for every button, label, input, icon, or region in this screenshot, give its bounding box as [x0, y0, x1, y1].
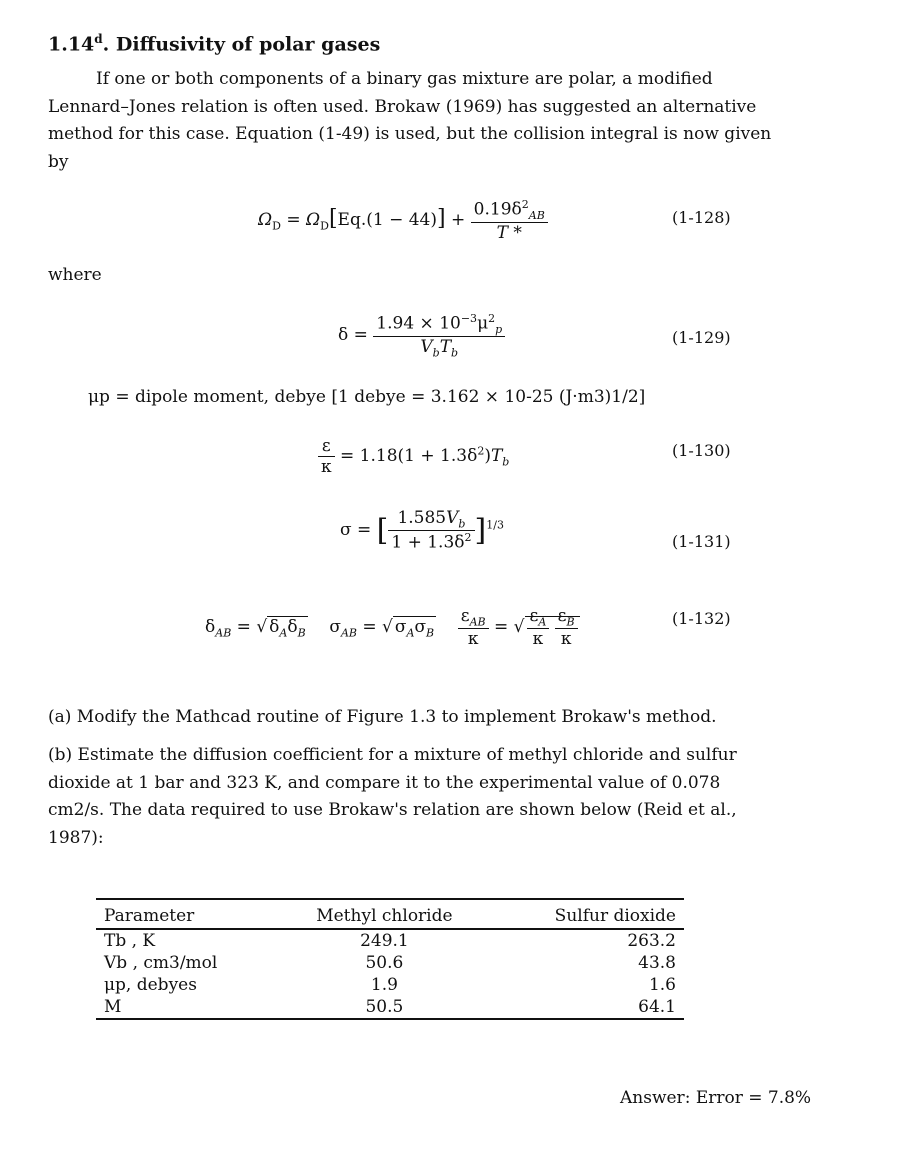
table-row: [96, 952, 684, 974]
methyl-cell: 50.5: [365, 997, 404, 1017]
methyl-cell: 249.1: [360, 931, 409, 951]
heading-number: 1.14: [48, 33, 95, 56]
part-a: (a) Modify the Mathcad routine of Figure 1.3 to implement Brokaw's method.: [48, 707, 717, 727]
header-methyl: Methyl chloride: [278, 900, 492, 929]
intro-paragraph: If one or both components of a binary gas mixture are polar, a modified Lennard–Jones relation is often used. Brokaw (1969) has suggested an alternative method for this case. Equation (1-49) is used, but the collision integral is now given by: [48, 69, 772, 172]
sulfur-cell: 64.1: [638, 997, 676, 1017]
header-parameter: Parameter: [96, 900, 278, 929]
eq-label-131: (1-131): [672, 532, 731, 551]
dipole-definition: μp = dipole moment, debye [1 debye = 3.162 × 10-25 (J·m3)1/2]: [88, 387, 646, 407]
sulfur-cell: 263.2: [627, 931, 676, 951]
heading-sup: d: [94, 32, 103, 46]
table-row: [96, 929, 684, 952]
param-cell: Tb , K: [104, 931, 156, 951]
methyl-cell: 50.6: [365, 953, 404, 973]
section-heading: [48, 32, 380, 55]
where-label: where: [48, 265, 102, 285]
eq-label-132: (1-132): [672, 609, 731, 628]
sulfur-cell: 43.8: [638, 953, 676, 973]
answer-text: Answer: Error = 7.8%: [620, 1088, 812, 1108]
header-sulfur: Sulfur dioxide: [491, 900, 684, 929]
methyl-cell: 1.9: [370, 975, 398, 995]
heading-title: . Diffusivity of polar gases: [102, 33, 381, 56]
eq-label-129: (1-129): [672, 328, 731, 347]
equation-1-131: σ = [ $\frac{1.585V_b}{1 + 1.3\delta^2}$ ]$^{1/3}$: [340, 508, 504, 554]
param-cell: μp, debyes: [104, 975, 197, 995]
equation-1-132: $\delta_{AB}$ = √ $\delta_A\delta_B$ $\sigma_{AB}$ = √ $\sigma_A\sigma_B$ $\frac{\varepsilon_{AB}}{\kappa}$ = √ $\frac{\varepsilon_A}{\kappa}$ $\frac{\varepsilon_B}{\kappa}$: [205, 606, 580, 649]
param-cell: M: [104, 997, 122, 1017]
equation-1-129: δ = $\frac{1.94 \times 10^{-3}\mu^2_p}{V_bT_b}$: [338, 312, 505, 359]
equation-1-130: $\frac{\varepsilon}{\kappa}$ = $1.18(1 + 1.3\delta^2)T_b$: [318, 436, 509, 477]
table-row: [96, 996, 684, 1018]
eq-label-130: (1-130): [672, 441, 731, 460]
parameter-table-wrapper: [96, 898, 684, 1020]
equation-1-128: $\Omega_D = \Omega_D[Eq.(1 - 44)]$ + $\frac{0.19\delta^2_{AB}}{T *}$: [258, 198, 548, 243]
part-b: (b) Estimate the diffusion coefficient for a mixture of methyl chloride and sulfur dioxide at 1 bar and 323 K, and compare it to the experimental value of 0.078 cm2/s. The data required to use Brokaw's relation are shown below (Reid et al., 1987):: [48, 745, 737, 848]
table-row: [96, 974, 684, 996]
parameter-table: [96, 900, 684, 1018]
param-cell: Vb , cm3/mol: [104, 953, 218, 973]
sulfur-cell: 1.6: [648, 975, 676, 995]
eq-label-128: (1-128): [672, 208, 731, 227]
